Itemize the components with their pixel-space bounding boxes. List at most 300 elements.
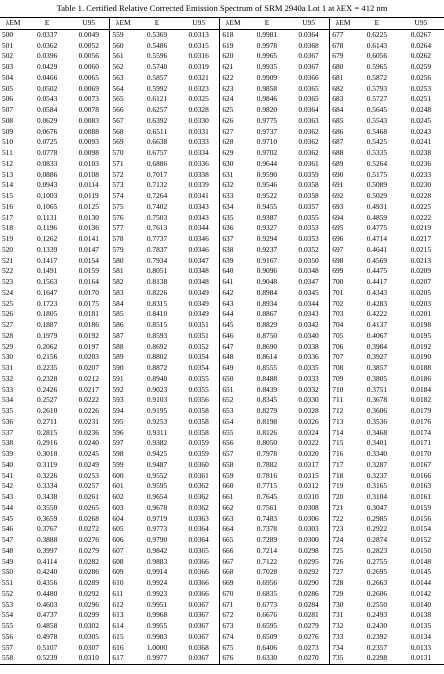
wavelength-cell: 523 bbox=[2, 277, 14, 286]
emission-value-cell: 0.6773 bbox=[256, 599, 278, 609]
wavelength-cell: 709 bbox=[332, 373, 344, 383]
wavelength-cell: 734 bbox=[332, 642, 344, 652]
uncertainty-cell: 0.0344 bbox=[288, 299, 330, 310]
uncertainty-cell: 0.0344 bbox=[178, 223, 220, 234]
wavelength-cell: 654 bbox=[222, 416, 234, 426]
uncertainty-cell: 0.0233 bbox=[410, 169, 432, 179]
wavelength-cell: 551 bbox=[2, 578, 14, 587]
uncertainty-cell: 0.0131 bbox=[398, 653, 444, 664]
emission-value-cell: 0.7483 bbox=[256, 513, 278, 523]
wavelength-cell: 596 bbox=[112, 427, 124, 437]
emission-value-cell: 0.9965 bbox=[256, 51, 278, 61]
uncertainty-cell: 0.0364 bbox=[178, 524, 220, 535]
table-row bbox=[0, 170, 444, 181]
emission-value-cell: 0.7017 bbox=[146, 169, 168, 179]
wavelength-cell: 694 bbox=[332, 212, 344, 222]
wavelength-cell: 716 bbox=[332, 449, 344, 458]
emission-value-cell: 0.7028 bbox=[256, 567, 278, 577]
wavelength-cell: 662 bbox=[222, 502, 234, 512]
uncertainty-cell: 0.0130 bbox=[68, 213, 110, 224]
emission-value-cell: 0.8126 bbox=[256, 427, 278, 437]
emission-value-cell: 0.4775 bbox=[366, 223, 388, 233]
table-row bbox=[0, 191, 444, 202]
table-row bbox=[0, 610, 444, 621]
wavelength-cell: 569 bbox=[112, 137, 124, 147]
emission-value-cell: 0.8867 bbox=[256, 309, 278, 319]
uncertainty-cell: 0.0197 bbox=[68, 342, 110, 353]
uncertainty-cell: 0.0353 bbox=[288, 234, 330, 245]
emission-value-cell: 0.6330 bbox=[246, 653, 288, 664]
table-row bbox=[0, 460, 444, 471]
wavelength-cell: 511 bbox=[2, 148, 13, 157]
uncertainty-cell: 0.0358 bbox=[288, 180, 330, 191]
emission-value-cell: 0.8614 bbox=[256, 352, 278, 362]
emission-value-cell: 0.9595 bbox=[146, 481, 168, 491]
emission-value-cell: 0.5543 bbox=[366, 115, 388, 125]
emission-value-cell: 0.2815 bbox=[36, 427, 58, 437]
emission-value-cell: 0.1003 bbox=[36, 191, 58, 200]
emission-value-cell: 0.3678 bbox=[366, 395, 388, 405]
uncertainty-cell: 0.0364 bbox=[288, 29, 330, 40]
table-row bbox=[0, 84, 444, 95]
wavelength-cell: 706 bbox=[332, 341, 344, 351]
wavelength-cell: 625 bbox=[222, 105, 234, 114]
uncertainty-cell: 0.0272 bbox=[68, 524, 110, 535]
uncertainty-cell: 0.0299 bbox=[68, 610, 110, 621]
wavelength-cell: 701 bbox=[332, 287, 344, 297]
uncertainty-cell: 0.0163 bbox=[410, 481, 432, 491]
wavelength-cell: 505 bbox=[2, 83, 14, 93]
wavelength-cell: 611 bbox=[112, 588, 124, 598]
wavelength-cell: 637 bbox=[222, 234, 234, 243]
emission-value-cell: 0.3751 bbox=[366, 384, 388, 394]
uncertainty-cell: 0.0305 bbox=[68, 632, 110, 643]
table-row bbox=[0, 159, 444, 170]
wavelength-cell: 723 bbox=[332, 524, 344, 534]
emission-value-cell: 0.9977 bbox=[136, 653, 178, 664]
wavelength-cell: 612 bbox=[112, 599, 124, 609]
emission-value-cell: 0.4240 bbox=[36, 567, 58, 577]
uncertainty-cell: 0.0114 bbox=[68, 180, 110, 191]
wavelength-cell: 676 bbox=[220, 653, 246, 664]
uncertainty-cell: 0.0207 bbox=[68, 363, 110, 374]
emission-value-cell: 0.2527 bbox=[36, 395, 58, 405]
uncertainty-cell: 0.0366 bbox=[178, 589, 220, 600]
wavelength-cell: 674 bbox=[222, 631, 234, 641]
wavelength-cell: 665 bbox=[222, 535, 234, 544]
emission-value-cell: 0.8138 bbox=[146, 277, 168, 286]
wavelength-cell: 693 bbox=[332, 201, 344, 211]
uncertainty-cell: 0.0366 bbox=[178, 578, 220, 589]
wavelength-cell: 673 bbox=[222, 621, 234, 630]
wavelength-cell: 700 bbox=[332, 277, 344, 286]
wavelength-cell: 561 bbox=[112, 51, 124, 61]
table-row bbox=[0, 428, 444, 439]
table-row bbox=[0, 524, 444, 535]
emission-value-cell: 0.3888 bbox=[36, 535, 58, 544]
uncertainty-cell: 0.0359 bbox=[288, 170, 330, 181]
uncertainty-cell: 0.0296 bbox=[68, 600, 110, 611]
emission-value-cell: 0.3659 bbox=[36, 513, 58, 523]
table-row bbox=[0, 137, 444, 148]
wavelength-cell: 711 bbox=[332, 395, 344, 405]
table-row bbox=[0, 578, 444, 589]
emission-value-cell: 0.9023 bbox=[146, 384, 168, 394]
uncertainty-cell: 0.0270 bbox=[288, 653, 330, 664]
emission-value-cell: 0.6886 bbox=[146, 158, 168, 168]
uncertainty-cell: 0.0330 bbox=[288, 395, 330, 406]
emission-value-cell: 0.3767 bbox=[36, 524, 58, 534]
uncertainty-cell: 0.0362 bbox=[178, 492, 220, 503]
uncertainty-cell: 0.0298 bbox=[288, 546, 330, 557]
table-row bbox=[0, 62, 444, 73]
uncertainty-cell: 0.0167 bbox=[410, 459, 432, 469]
uncertainty-cell: 0.0098 bbox=[68, 148, 110, 159]
uncertainty-cell: 0.0205 bbox=[410, 287, 432, 297]
uncertainty-cell: 0.0325 bbox=[178, 94, 220, 105]
uncertainty-cell: 0.0341 bbox=[178, 191, 220, 202]
emission-value-cell: 0.9678 bbox=[146, 502, 168, 512]
wavelength-cell: 526 bbox=[2, 309, 14, 319]
emission-value-cell: 0.8051 bbox=[146, 266, 168, 276]
uncertainty-cell: 0.0367 bbox=[178, 610, 220, 621]
table-row bbox=[0, 438, 444, 449]
emission-value-cell: 0.9590 bbox=[256, 169, 278, 179]
uncertainty-cell: 0.0078 bbox=[68, 105, 110, 116]
uncertainty-cell: 0.0156 bbox=[410, 513, 432, 523]
uncertainty-cell: 0.0175 bbox=[68, 299, 110, 310]
emission-value-cell: 0.7934 bbox=[146, 255, 168, 265]
wavelength-cell: 635 bbox=[222, 212, 234, 222]
wavelength-cell: 657 bbox=[222, 449, 234, 458]
emission-value-cell: 0.9883 bbox=[146, 556, 168, 566]
uncertainty-cell: 0.0276 bbox=[288, 632, 330, 643]
wavelength-cell: 584 bbox=[112, 298, 124, 308]
wavelength-cell: 725 bbox=[332, 545, 344, 555]
uncertainty-cell: 0.0292 bbox=[68, 589, 110, 600]
wavelength-cell: 565 bbox=[112, 94, 124, 104]
uncertainty-cell: 0.0365 bbox=[288, 94, 330, 105]
emission-value-cell: 0.3119 bbox=[37, 459, 58, 469]
e-header: E bbox=[356, 18, 398, 30]
wavelength-cell: 650 bbox=[222, 373, 234, 383]
emission-value-cell: 0.7561 bbox=[256, 502, 278, 512]
uncertainty-cell: 0.0351 bbox=[178, 331, 220, 342]
emission-value-cell: 0.2755 bbox=[366, 556, 388, 566]
uncertainty-cell: 0.0365 bbox=[288, 84, 330, 95]
table-row bbox=[0, 643, 444, 654]
wavelength-cell: 582 bbox=[112, 277, 124, 286]
uncertainty-cell: 0.0281 bbox=[288, 610, 330, 621]
wavelength-cell: 527 bbox=[2, 320, 14, 329]
uncertainty-cell: 0.0342 bbox=[288, 320, 330, 331]
emission-value-cell: 0.2062 bbox=[36, 341, 58, 351]
table-row bbox=[0, 320, 444, 331]
emission-value-cell: 0.7737 bbox=[146, 234, 168, 243]
uncertainty-cell: 0.0154 bbox=[68, 256, 110, 267]
uncertainty-cell: 0.0201 bbox=[410, 309, 432, 319]
wavelength-cell: 715 bbox=[332, 438, 344, 448]
uncertainty-cell: 0.0332 bbox=[288, 385, 330, 396]
u95-header: U95 bbox=[398, 18, 444, 30]
wavelength-cell: 671 bbox=[222, 599, 234, 609]
emission-value-cell: 0.6143 bbox=[366, 40, 388, 50]
uncertainty-cell: 0.0364 bbox=[178, 535, 220, 546]
wavelength-cell: 616 bbox=[112, 642, 124, 652]
uncertainty-cell: 0.0268 bbox=[68, 514, 110, 525]
emission-value-cell: 0.5965 bbox=[366, 62, 388, 71]
wavelength-cell: 513 bbox=[2, 169, 14, 179]
uncertainty-cell: 0.0088 bbox=[68, 127, 110, 138]
uncertainty-cell: 0.0248 bbox=[410, 105, 432, 114]
uncertainty-cell: 0.0243 bbox=[410, 126, 432, 136]
emission-value-cell: 0.6121 bbox=[146, 94, 168, 104]
wavelength-cell: 521 bbox=[2, 255, 14, 265]
uncertainty-cell: 0.0161 bbox=[410, 492, 432, 501]
wavelength-cell: 632 bbox=[222, 180, 234, 190]
emission-value-cell: 0.2357 bbox=[366, 642, 388, 652]
emission-value-cell: 0.0676 bbox=[36, 126, 58, 136]
uncertainty-cell: 0.0363 bbox=[178, 514, 220, 525]
uncertainty-cell: 0.0245 bbox=[410, 115, 432, 125]
emission-value-cell: 0.1491 bbox=[36, 266, 58, 276]
emission-value-cell: 0.3984 bbox=[366, 341, 388, 351]
emission-value-cell: 0.9981 bbox=[256, 29, 278, 39]
uncertainty-cell: 0.0302 bbox=[68, 621, 110, 632]
wavelength-cell: 540 bbox=[2, 459, 14, 469]
emission-value-cell: 0.3104 bbox=[366, 492, 388, 501]
u95-header: U95 bbox=[178, 18, 220, 30]
wavelength-cell: 594 bbox=[112, 406, 124, 415]
uncertainty-cell: 0.0108 bbox=[68, 170, 110, 181]
uncertainty-cell: 0.0152 bbox=[410, 535, 432, 544]
emission-value-cell: 0.4114 bbox=[37, 556, 58, 566]
emission-value-cell: 0.4737 bbox=[36, 610, 58, 620]
emission-value-cell: 0.5992 bbox=[146, 83, 168, 93]
emission-value-cell: 0.7264 bbox=[146, 191, 168, 200]
emission-value-cell: 0.9237 bbox=[256, 244, 278, 254]
emission-value-cell: 0.1339 bbox=[36, 244, 58, 254]
uncertainty-cell: 0.0136 bbox=[68, 223, 110, 234]
wavelength-cell: 659 bbox=[222, 470, 234, 480]
emission-value-cell: 0.9195 bbox=[146, 406, 168, 415]
emission-value-cell: 0.8279 bbox=[256, 406, 278, 415]
uncertainty-cell: 0.0253 bbox=[68, 471, 110, 482]
wavelength-cell: 562 bbox=[112, 62, 124, 71]
wavelength-cell: 613 bbox=[112, 610, 124, 620]
wavelength-cell: 627 bbox=[222, 126, 234, 136]
wavelength-cell: 573 bbox=[112, 180, 124, 190]
wavelength-cell: 699 bbox=[332, 266, 344, 276]
wavelength-cell: 710 bbox=[332, 384, 344, 394]
wavelength-cell: 732 bbox=[332, 621, 344, 630]
uncertainty-cell: 0.0323 bbox=[178, 84, 220, 95]
emission-value-cell: 0.2493 bbox=[366, 610, 388, 620]
emission-value-cell: 0.2610 bbox=[36, 406, 58, 415]
uncertainty-cell: 0.0334 bbox=[178, 148, 220, 159]
wavelength-cell: 718 bbox=[332, 470, 344, 480]
wavelength-cell: 729 bbox=[332, 588, 344, 598]
wavelength-cell: 698 bbox=[332, 255, 344, 265]
table-row bbox=[0, 288, 444, 299]
wavelength-cell: 630 bbox=[222, 158, 234, 168]
uncertainty-cell: 0.0065 bbox=[68, 73, 110, 84]
wavelength-cell: 655 bbox=[222, 427, 234, 437]
emission-value-cell: 0.5089 bbox=[366, 180, 388, 190]
emission-value-cell: 0.9294 bbox=[256, 234, 278, 243]
wavelength-cell: 636 bbox=[222, 223, 234, 233]
wavelength-cell: 586 bbox=[112, 320, 124, 329]
table-row bbox=[0, 546, 444, 557]
emission-value-cell: 0.9773 bbox=[146, 524, 168, 534]
e-header: E bbox=[26, 18, 68, 30]
u95-header: U95 bbox=[288, 18, 330, 30]
uncertainty-cell: 0.0310 bbox=[68, 653, 110, 664]
uncertainty-cell: 0.0192 bbox=[410, 341, 432, 351]
emission-value-cell: 0.4222 bbox=[366, 309, 388, 319]
uncertainty-cell: 0.0365 bbox=[178, 546, 220, 557]
emission-value-cell: 0.6257 bbox=[146, 105, 168, 114]
uncertainty-cell: 0.0217 bbox=[68, 385, 110, 396]
wavelength-cell: 724 bbox=[332, 535, 344, 544]
uncertainty-cell: 0.0060 bbox=[68, 62, 110, 73]
wavelength-cell: 633 bbox=[222, 191, 234, 200]
emission-value-cell: 0.9710 bbox=[256, 137, 278, 147]
u95-header: U95 bbox=[68, 18, 110, 30]
wavelength-cell: 680 bbox=[332, 62, 344, 71]
emission-value-cell: 0.9253 bbox=[146, 416, 168, 426]
table-row bbox=[0, 352, 444, 363]
wavelength-cell: 656 bbox=[222, 438, 234, 448]
emission-value-cell: 0.5872 bbox=[366, 72, 388, 82]
table-row bbox=[0, 342, 444, 353]
wavelength-cell: 537 bbox=[2, 427, 14, 437]
wavelength-cell: 621 bbox=[222, 62, 234, 71]
emission-value-cell: 0.5264 bbox=[366, 158, 388, 168]
emission-value-cell: 0.2663 bbox=[366, 578, 388, 587]
wavelength-cell: 553 bbox=[2, 599, 14, 609]
wavelength-cell: 528 bbox=[2, 330, 14, 340]
wavelength-cell: 598 bbox=[112, 449, 124, 458]
emission-value-cell: 0.0725 bbox=[36, 137, 58, 147]
emission-value-cell: 0.1805 bbox=[36, 309, 58, 319]
emission-value-cell: 0.0396 bbox=[36, 51, 58, 61]
wavelength-cell: 645 bbox=[222, 320, 234, 329]
wavelength-cell: 726 bbox=[332, 556, 344, 566]
table-row bbox=[0, 417, 444, 428]
uncertainty-cell: 0.0219 bbox=[410, 223, 432, 233]
emission-value-cell: 0.9455 bbox=[256, 201, 278, 211]
wavelength-cell: 502 bbox=[2, 51, 14, 61]
uncertainty-cell: 0.0286 bbox=[288, 589, 330, 600]
emission-value-cell: 0.9644 bbox=[256, 158, 278, 168]
wavelength-cell: 733 bbox=[332, 631, 344, 641]
emission-value-cell: 0.5468 bbox=[366, 126, 388, 136]
emission-value-cell: 0.9387 bbox=[256, 212, 278, 222]
uncertainty-cell: 0.0366 bbox=[178, 567, 220, 578]
emission-value-cell: 0.3401 bbox=[366, 438, 388, 448]
table-row bbox=[0, 600, 444, 611]
uncertainty-cell: 0.0286 bbox=[68, 567, 110, 578]
emission-value-cell: 0.8593 bbox=[146, 330, 168, 340]
wavelength-cell: 705 bbox=[332, 330, 344, 340]
wavelength-cell: 731 bbox=[332, 610, 344, 620]
uncertainty-cell: 0.0366 bbox=[288, 73, 330, 84]
wavelength-cell: 660 bbox=[222, 481, 234, 491]
uncertainty-cell: 0.0362 bbox=[178, 481, 220, 492]
wavelength-cell: 535 bbox=[2, 406, 14, 415]
wavelength-cell: 629 bbox=[222, 148, 234, 157]
wavelength-cell: 679 bbox=[332, 51, 344, 61]
uncertainty-cell: 0.0154 bbox=[410, 524, 432, 534]
uncertainty-cell: 0.0171 bbox=[410, 438, 432, 448]
emission-value-cell: 0.9167 bbox=[256, 255, 278, 265]
emission-value-cell: 0.5175 bbox=[366, 169, 388, 179]
wavelength-cell: 690 bbox=[332, 169, 344, 179]
emission-value-cell: 0.2392 bbox=[366, 631, 388, 641]
emission-value-cell: 0.2328 bbox=[36, 373, 58, 383]
wavelength-cell: 646 bbox=[222, 330, 234, 340]
uncertainty-cell: 0.0320 bbox=[288, 449, 330, 460]
wavelength-cell: 508 bbox=[2, 115, 14, 125]
uncertainty-cell: 0.0190 bbox=[410, 352, 432, 362]
wavelength-cell: 519 bbox=[2, 234, 14, 243]
uncertainty-cell: 0.0276 bbox=[68, 535, 110, 546]
table-row bbox=[0, 29, 444, 40]
wavelength-cell: 595 bbox=[112, 416, 124, 426]
emission-value-cell: 0.4569 bbox=[366, 255, 388, 265]
emission-value-cell: 0.9968 bbox=[146, 610, 168, 620]
emission-value-cell: 0.7715 bbox=[256, 481, 278, 491]
uncertainty-cell: 0.0366 bbox=[178, 557, 220, 568]
uncertainty-cell: 0.0145 bbox=[410, 567, 432, 577]
wavelength-cell: 703 bbox=[332, 309, 344, 319]
uncertainty-cell: 0.0125 bbox=[68, 202, 110, 213]
wavelength-cell: 563 bbox=[112, 72, 124, 82]
wavelength-cell: 608 bbox=[112, 556, 124, 566]
wavelength-cell: 644 bbox=[222, 309, 234, 319]
emission-value-cell: 0.6511 bbox=[147, 126, 168, 136]
table-row bbox=[0, 331, 444, 342]
wavelength-cell: 517 bbox=[2, 212, 14, 222]
emission-value-cell: 0.2916 bbox=[36, 438, 58, 448]
table-body bbox=[0, 29, 444, 664]
uncertainty-cell: 0.0367 bbox=[178, 600, 220, 611]
emission-value-cell: 0.7837 bbox=[146, 244, 168, 254]
wavelength-cell: 564 bbox=[112, 83, 124, 93]
wavelength-cell: 556 bbox=[2, 631, 14, 641]
table-row bbox=[0, 514, 444, 525]
uncertainty-cell: 0.0317 bbox=[288, 460, 330, 471]
emission-spectrum-table bbox=[0, 17, 444, 665]
wavelength-cell: 620 bbox=[222, 51, 234, 61]
wavelength-cell: 509 bbox=[2, 126, 14, 136]
table-row bbox=[0, 363, 444, 374]
emission-value-cell: 0.2985 bbox=[366, 513, 388, 523]
uncertainty-cell: 0.0343 bbox=[288, 309, 330, 320]
wavelength-cell: 614 bbox=[112, 621, 124, 630]
table-row bbox=[0, 309, 444, 320]
wavelength-cell: 642 bbox=[222, 287, 234, 297]
wavelength-cell: 544 bbox=[2, 502, 14, 512]
uncertainty-cell: 0.0181 bbox=[68, 309, 110, 320]
wavelength-cell: 566 bbox=[112, 105, 124, 114]
uncertainty-cell: 0.0052 bbox=[68, 41, 110, 52]
wavelength-cell: 722 bbox=[332, 513, 344, 523]
uncertainty-cell: 0.0236 bbox=[410, 158, 432, 168]
uncertainty-cell: 0.0330 bbox=[178, 116, 220, 127]
emission-value-cell: 0.5369 bbox=[146, 29, 168, 39]
